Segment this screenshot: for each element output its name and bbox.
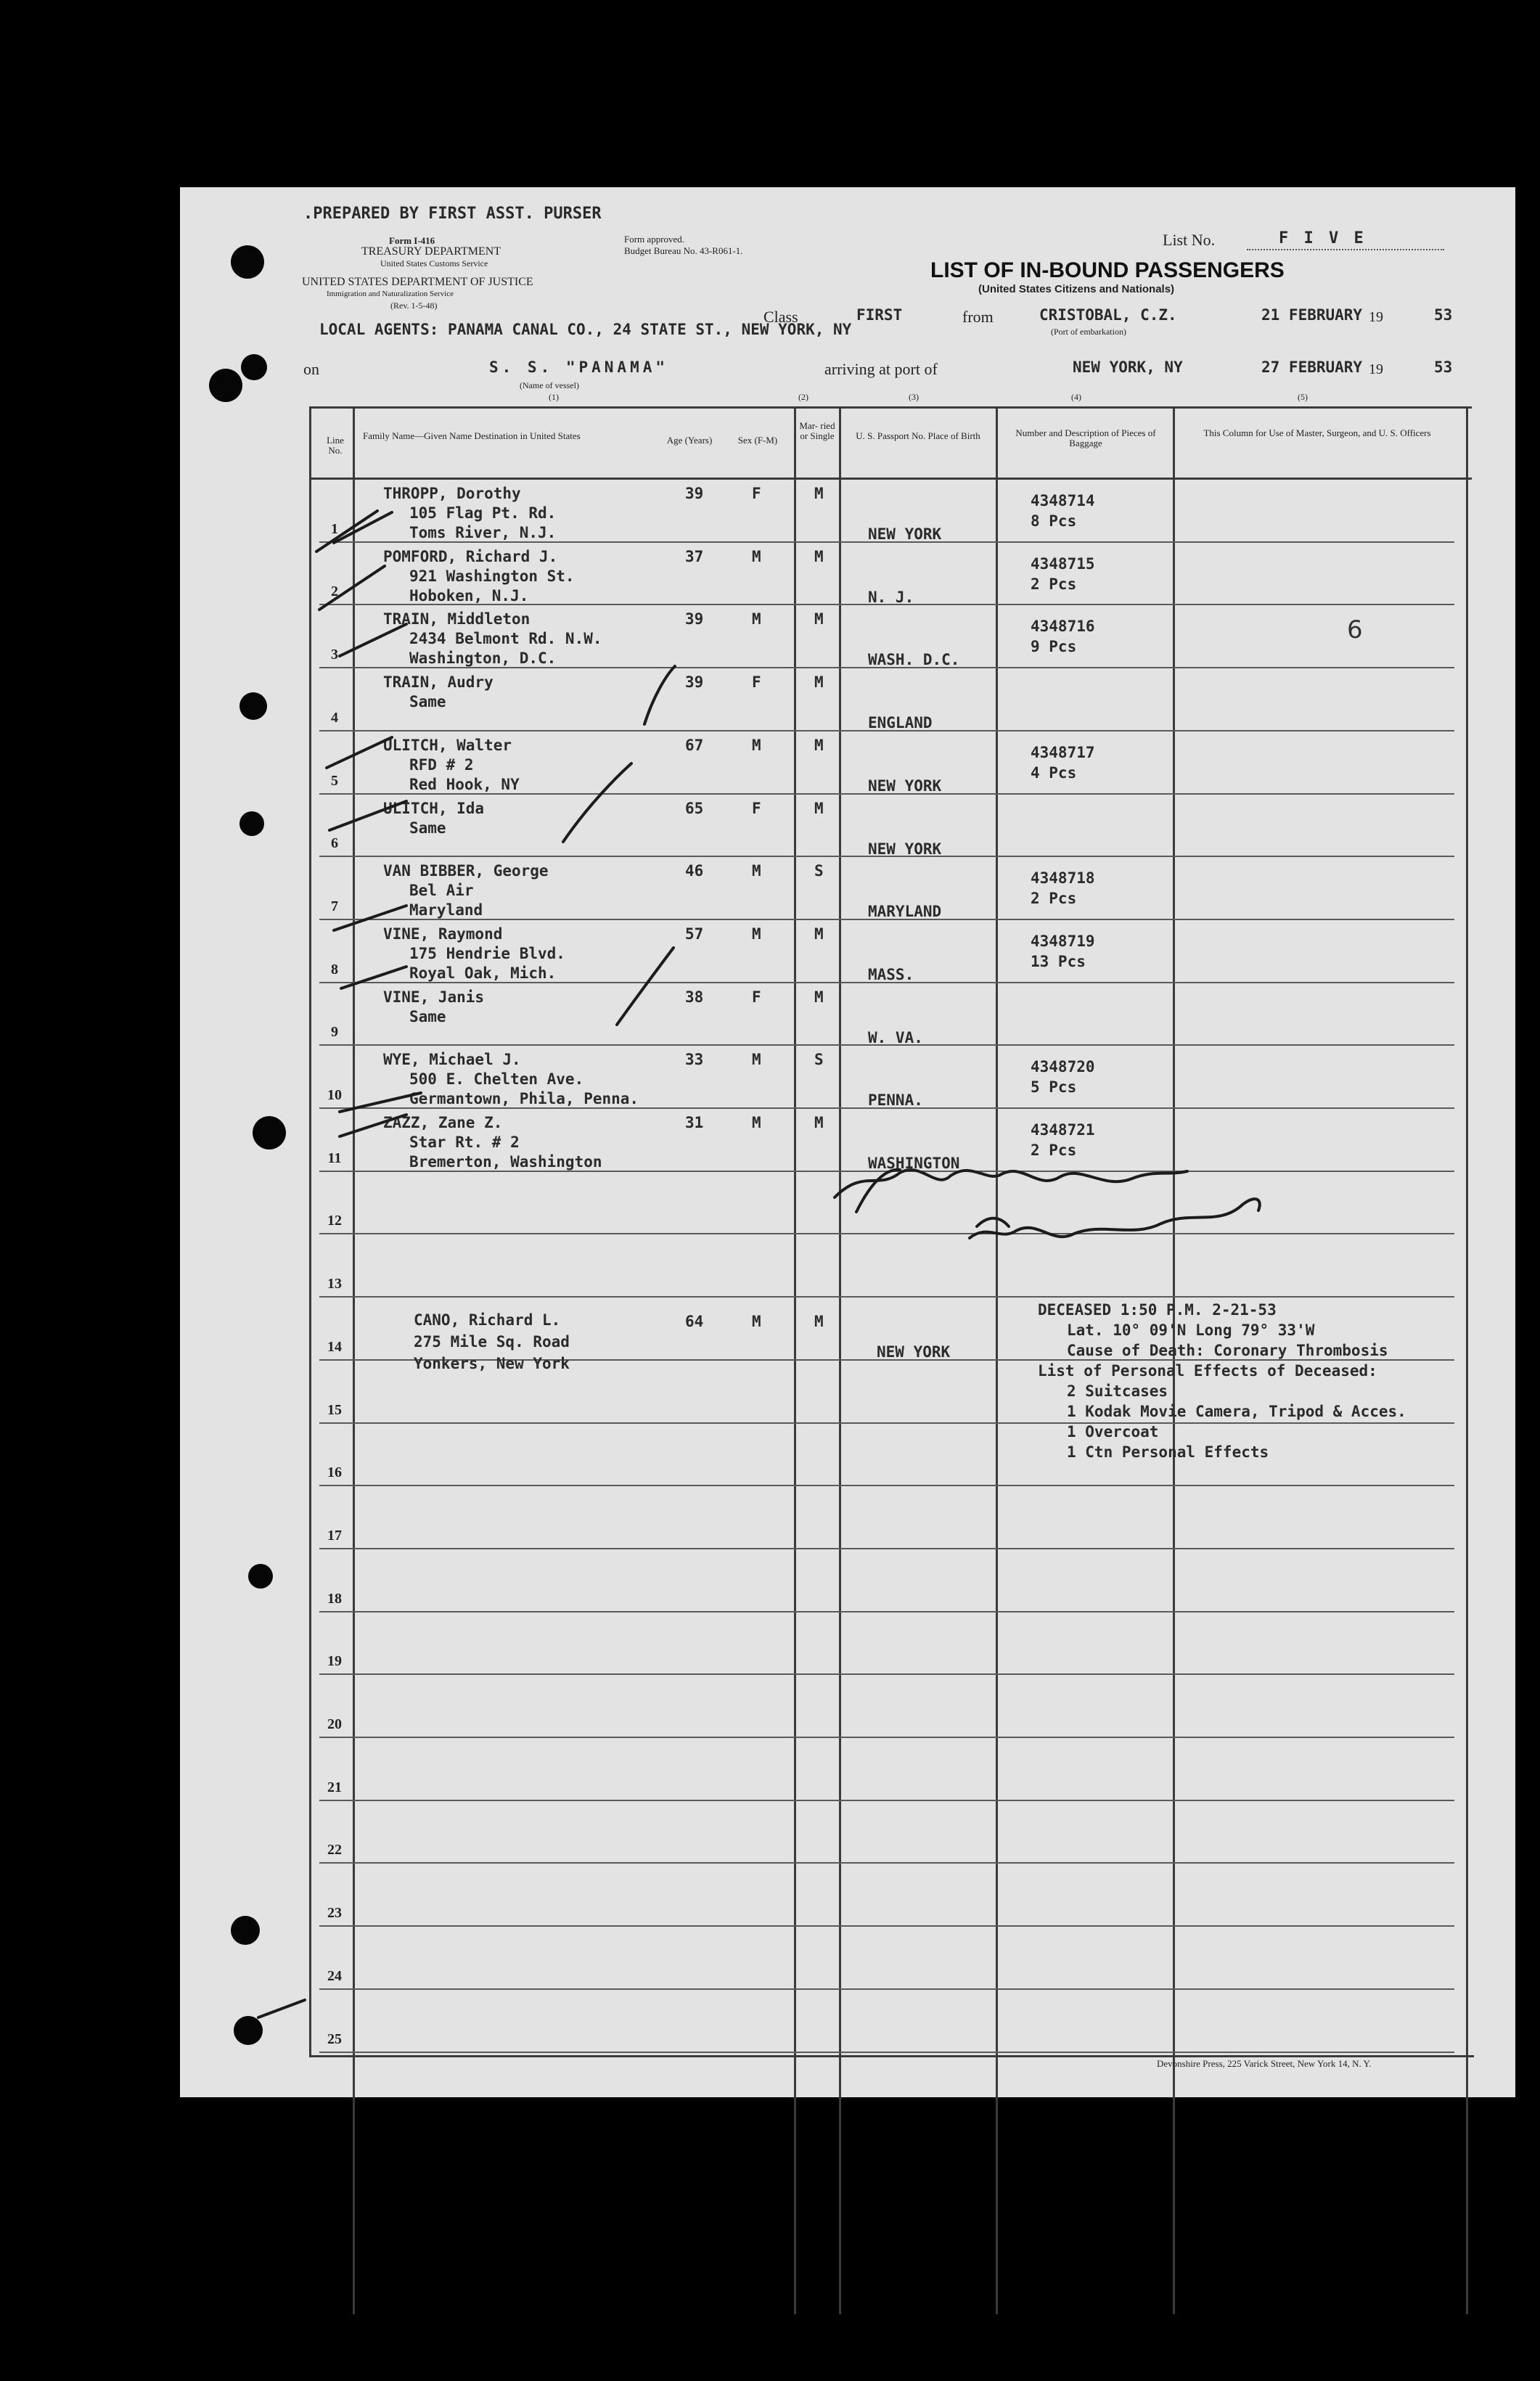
column-number: (2) [798, 392, 808, 402]
passenger-name: POMFORD, Richard J. [383, 547, 558, 565]
line-number: 11 [327, 1149, 342, 1166]
passenger-marital-status: M [814, 799, 824, 817]
deceased-note: Lat. 10° 09'N Long 79° 33'W [1067, 1321, 1315, 1339]
line-number: 15 [327, 1401, 342, 1418]
line-number: 24 [327, 1967, 342, 1984]
passenger-age: 46 [685, 862, 704, 880]
arrival-year: 53 [1434, 358, 1453, 376]
passenger-address: RFD # 2 [409, 755, 474, 774]
officer-note: 6 [1347, 615, 1363, 644]
passenger-age: 31 [685, 1114, 704, 1131]
baggage-number: 4348717 [1031, 743, 1095, 761]
deceased-name: CANO, Richard L. [414, 1311, 561, 1329]
deceased-sex: M [752, 1313, 761, 1330]
baggage-description: 2 Pcs [1031, 890, 1077, 908]
passenger-address: Washington, D.C. [409, 649, 557, 668]
deceased-age: 64 [685, 1313, 704, 1330]
header-name: Family Name—Given Name Destination in United States [363, 430, 581, 441]
passenger-marital-status: M [814, 547, 824, 565]
passenger-sex: F [752, 988, 761, 1006]
header-officers: This Column for Use of Master, Surgeon, and U. S. Officers [1203, 427, 1431, 438]
page-subtitle: (United States Citizens and Nationals) [978, 283, 1175, 295]
passenger-name: VINE, Janis [383, 988, 485, 1006]
passenger-age: 37 [685, 547, 704, 565]
line-number: 21 [327, 1779, 342, 1795]
passenger-marital-status: S [814, 1051, 824, 1069]
passenger-name: ZAZZ, Zane Z. [383, 1114, 503, 1131]
passenger-marital-status: M [814, 736, 824, 754]
passenger-address: Bel Air [409, 882, 474, 900]
deceased-note: Cause of Death: Coronary Thrombosis [1067, 1342, 1388, 1359]
passenger-sex: M [752, 925, 761, 943]
passenger-address: 175 Hendrie Blvd. [409, 944, 565, 962]
column-number: (1) [549, 392, 559, 402]
line-number: 1 [331, 520, 338, 537]
deceased-note: 2 Suitcases [1067, 1382, 1168, 1400]
deceased-note: 1 Ctn Personal Effects [1067, 1443, 1269, 1461]
deceased-address: Yonkers, New York [414, 1355, 570, 1372]
line-number: 16 [327, 1464, 342, 1481]
class-label: Class [763, 308, 798, 326]
baggage-number: 4348716 [1031, 618, 1095, 636]
header-passport: U. S. Passport No. Place of Birth [856, 430, 980, 441]
passenger-sex: M [752, 547, 761, 565]
passenger-marital-status: S [814, 862, 824, 880]
line-number: 20 [327, 1716, 342, 1732]
line-number: 22 [327, 1842, 342, 1859]
passenger-name: WYE, Michael J. [383, 1051, 521, 1069]
deceased-address: 275 Mile Sq. Road [414, 1333, 570, 1351]
passenger-age: 38 [685, 988, 704, 1006]
passenger-address: Star Rt. # 2 [409, 1134, 520, 1151]
passenger-birthplace: NEW YORK [868, 525, 942, 543]
line-number: 10 [327, 1087, 342, 1103]
passenger-name: VINE, Raymond [383, 925, 503, 943]
line-number: 4 [331, 709, 338, 726]
passenger-birthplace: MARYLAND [868, 903, 942, 921]
passenger-birthplace: WASHINGTON [868, 1155, 960, 1172]
passenger-birthplace: ENGLAND [868, 714, 933, 732]
baggage-description: 8 Pcs [1031, 512, 1077, 530]
line-number: 8 [331, 961, 338, 978]
passenger-address: 2434 Belmont Rd. N.W. [409, 630, 602, 648]
passenger-sex: M [752, 736, 761, 754]
deceased-marital: M [814, 1313, 824, 1330]
prepared-by: .PREPARED BY FIRST ASST. PURSER [303, 205, 602, 223]
line-number: 6 [331, 835, 338, 852]
passenger-birthplace: WASH. D.C. [868, 651, 960, 669]
budget-bureau: Budget Bureau No. 43-R061-1. [624, 245, 743, 256]
line-number: 19 [327, 1653, 342, 1670]
passenger-name: ULITCH, Ida [383, 799, 485, 817]
deceased-birthplace: NEW YORK [877, 1343, 951, 1361]
header-married: Mar- ried or Single [799, 420, 835, 441]
baggage-number: 4348714 [1031, 492, 1095, 509]
line-number: 18 [327, 1590, 342, 1607]
header-baggage: Number and Description of Pieces of Baggage [1015, 427, 1156, 448]
line-number: 17 [327, 1527, 342, 1544]
passenger-birthplace: W. VA. [868, 1028, 923, 1046]
page-title: LIST OF IN-BOUND PASSENGERS [930, 258, 1285, 282]
passenger-sex: M [752, 862, 761, 880]
passenger-birthplace: PENNA. [868, 1091, 923, 1110]
header-line-no: Line No. [327, 435, 344, 456]
deceased-note: 1 Kodak Movie Camera, Tripod & Acces. [1067, 1403, 1406, 1420]
baggage-number: 4348721 [1031, 1121, 1095, 1139]
passenger-marital-status: M [814, 988, 824, 1006]
passenger-address: Toms River, N.J. [409, 524, 557, 541]
line-number: 23 [327, 1905, 342, 1922]
immigration-service: Immigration and Naturalization Service [327, 290, 454, 298]
passenger-marital-status: M [814, 673, 824, 692]
arriving-label: arriving at port of [824, 360, 938, 378]
passenger-address: Hoboken, N.J. [409, 586, 529, 605]
passenger-address: Same [409, 693, 446, 711]
port-embarkation-caption: (Port of embarkation) [1051, 327, 1126, 337]
customs-service: United States Customs Service [380, 258, 488, 269]
passenger-name: ULITCH, Walter [383, 736, 512, 754]
passenger-address: 500 E. Chelten Ave. [409, 1070, 584, 1089]
justice-department: UNITED STATES DEPARTMENT OF JUSTICE [302, 276, 533, 288]
baggage-number: 4348715 [1031, 554, 1095, 573]
list-no-value: F I V E [1279, 229, 1367, 247]
baggage-number: 4348718 [1031, 869, 1095, 888]
passenger-age: 57 [685, 925, 704, 943]
arrival-date: 27 FEBRUARY [1261, 358, 1363, 376]
passenger-sex: F [752, 799, 761, 817]
line-number: 5 [331, 772, 338, 789]
list-no-label: List No. [1163, 231, 1216, 249]
local-agents: LOCAL AGENTS: PANAMA CANAL CO., 24 STATE ST., NEW YORK, NY [319, 321, 852, 338]
baggage-description: 5 Pcs [1031, 1078, 1077, 1097]
baggage-description: 4 Pcs [1031, 763, 1077, 782]
deceased-note: List of Personal Effects of Deceased: [1038, 1362, 1377, 1380]
line-number: 7 [331, 898, 338, 914]
passenger-marital-status: M [814, 925, 824, 943]
passenger-address: Royal Oak, Mich. [409, 964, 557, 982]
passenger-age: 67 [685, 736, 704, 754]
from-label: from [962, 308, 994, 326]
deceased-note: DECEASED 1:50 P.M. 2-21-53 [1038, 1301, 1277, 1319]
departure-year-prefix: 19 [1369, 309, 1383, 325]
passenger-name: VAN BIBBER, George [383, 862, 549, 880]
passenger-birthplace: MASS. [868, 965, 914, 983]
passenger-sex: M [752, 1114, 761, 1131]
passenger-sex: M [752, 610, 761, 628]
treasury-department: TREASURY DEPARTMENT [361, 245, 501, 258]
line-number: 2 [331, 583, 338, 600]
departure-date: 21 FEBRUARY [1261, 306, 1363, 324]
passenger-name: TRAIN, Middleton [383, 610, 531, 628]
line-number: 9 [331, 1024, 338, 1041]
passenger-address: Same [409, 819, 446, 837]
column-number: (5) [1298, 392, 1308, 402]
class-value: FIRST [856, 306, 903, 324]
baggage-description: 2 Pcs [1031, 575, 1077, 593]
arrival-port: NEW YORK, NY [1073, 358, 1183, 376]
line-number: 3 [331, 647, 338, 663]
passenger-age: 39 [685, 673, 704, 692]
baggage-description: 9 Pcs [1031, 638, 1077, 656]
passenger-age: 39 [685, 485, 704, 502]
baggage-description: 2 Pcs [1031, 1142, 1077, 1159]
baggage-number: 4348720 [1031, 1058, 1095, 1076]
line-number: 14 [327, 1338, 342, 1355]
line-number: 25 [327, 2030, 342, 2047]
passenger-sex: F [752, 673, 761, 692]
form-approved: Form approved. [624, 234, 685, 245]
form-number: Form I-416 [389, 235, 435, 246]
passenger-address: 105 Flag Pt. Rd. [409, 504, 557, 522]
on-label: on [303, 360, 319, 378]
passenger-sex: F [752, 485, 761, 502]
passenger-sex: M [752, 1051, 761, 1069]
passenger-marital-status: M [814, 485, 824, 502]
header-sex: Sex (F-M) [737, 435, 778, 446]
passenger-address: Same [409, 1007, 446, 1025]
arrival-year-prefix: 19 [1369, 361, 1383, 377]
passenger-marital-status: M [814, 1114, 824, 1131]
passenger-age: 33 [685, 1051, 704, 1069]
passenger-age: 39 [685, 610, 704, 628]
baggage-number: 4348719 [1031, 932, 1095, 950]
header-age: Age (Years) [666, 435, 713, 446]
passenger-birthplace: N. J. [868, 588, 914, 606]
passenger-address: Maryland [409, 901, 483, 919]
passenger-name: TRAIN, Audry [383, 673, 493, 692]
line-number: 12 [327, 1213, 342, 1229]
passenger-address: Red Hook, NY [409, 775, 520, 793]
printer-credit: Devonshire Press, 225 Varick Street, New York 14, N. Y. [1157, 2058, 1372, 2069]
passenger-name: THROPP, Dorothy [383, 485, 521, 502]
deceased-note: 1 Overcoat [1067, 1423, 1159, 1441]
passenger-age: 65 [685, 799, 704, 817]
passenger-birthplace: NEW YORK [868, 840, 942, 858]
departure-year: 53 [1434, 306, 1453, 324]
column-number: (3) [909, 392, 919, 402]
passenger-marital-status: M [814, 610, 824, 628]
vessel-caption: (Name of vessel) [520, 380, 579, 390]
passenger-birthplace: NEW YORK [868, 776, 942, 795]
port-of-embarkation: CRISTOBAL, C.Z. [1039, 306, 1177, 324]
revision: (Rev. 1-5-48) [390, 300, 438, 311]
passenger-address: Germantown, Phila, Penna. [409, 1090, 639, 1108]
column-number: (4) [1071, 392, 1081, 402]
passenger-address: Bremerton, Washington [409, 1153, 602, 1171]
baggage-description: 13 Pcs [1031, 952, 1086, 970]
vessel-name: S. S. "PANAMA" [489, 358, 669, 376]
passenger-address: 921 Washington St. [409, 567, 575, 585]
line-number: 13 [327, 1276, 342, 1292]
